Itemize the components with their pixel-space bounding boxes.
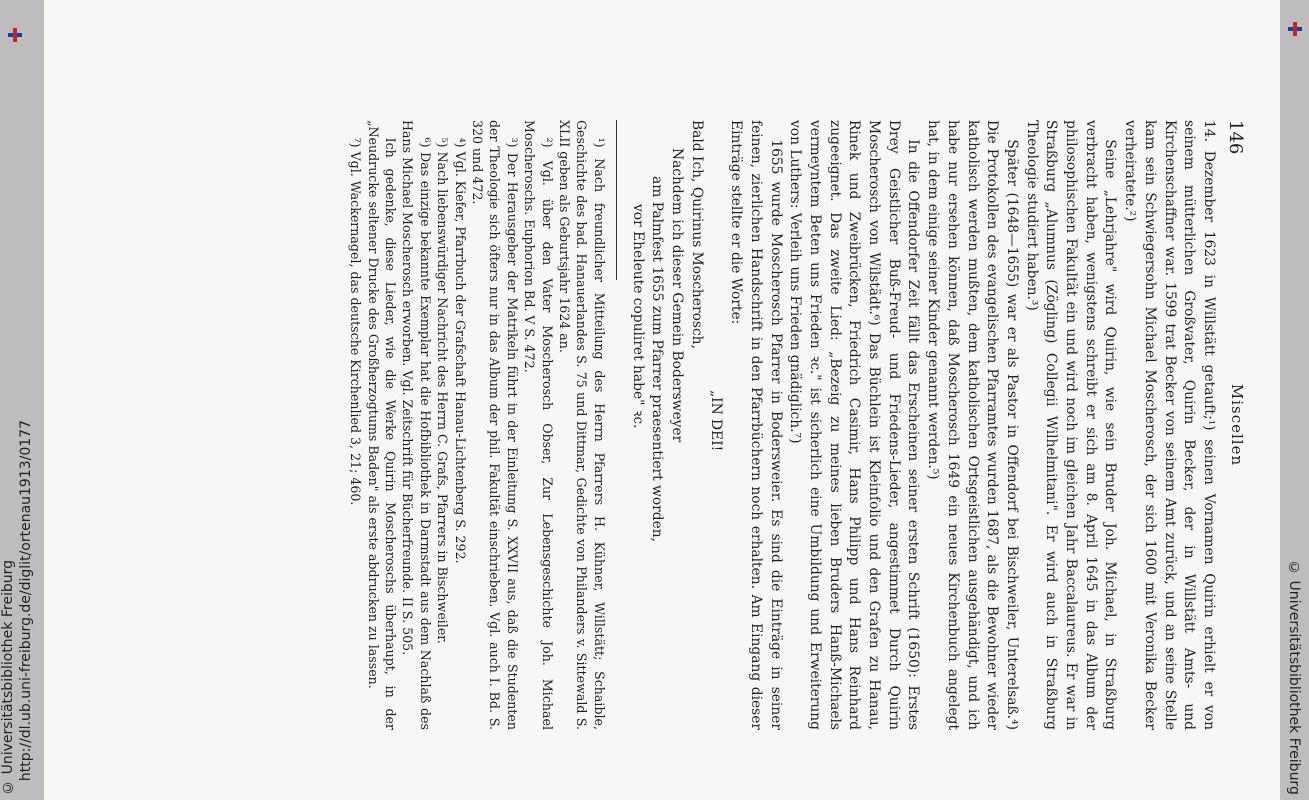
footnote: ⁶) Das einzige bekannte Exemplar hat die Hofbibliothek in Darmstadt aus dem Nachlaß des Hans Michael Moscherosch erworben. Vgl. Zeitschrift für Bücherfreunde. II S. 505. [400,120,433,730]
paragraph: 1655 wurde Moscherosch Pfarrer in Bodersweier. Es sind die Einträge in seiner feinen, zierlichen Handschrift in den Pfarrbüchern noch erhalten. Am Eingang dieser Einträge stellte er die Worte: [728,120,784,730]
scanned-page [44,0,1280,800]
source-url[interactable]: http://dl.ub.uni-freiburg.de/diglit/ortenau1913/0177 [18,420,34,782]
footnote: ¹) Nach freundlicher Mitteilung des Herrn Pfarrers H. Kühner, Willstätt; Schaible, Geschichte des bad. Hanauerlandes S. 75 und Dittmar, Gedichte von Philanders v. Sittewald S. XLII geben als Geburtsjahr 1624 an. [557,120,607,730]
footnote-divider [616,120,617,280]
page-body [347,120,1218,730]
paragraph: Seine „Lehrjahre" wird Quirin, wie sein Bruder Joh. Michael, in Straßburg verbracht haben, wenigstens schreibt er sich am 8. April 1645 in das Album der philosophischen Fakultät ein und wird noch im gleichen Jahr Baccalaureus. Er war in Straßburg „Alumnus (Zögling) Collegii Wilhelmitani". Er wird auch in Straßburg Theologie studiert haben.³) [1023,120,1119,730]
verse-line: „IN DEI! [708,390,725,452]
verse-line: vor Eheleute copuliret habe" ꝛc. [629,204,646,429]
paragraph: Später (1648—1655) war er als Pastor in Offendorf bei Bischweiler, Unterelsaß.⁴) Die Protokollen des evangelischen Pfarramtes wurden 1687, als die Bewohner wieder katholisch werden mußten, dem katholischen Ortsgeistlichen ausgehändigt, und ich habe nur ersehen können, daß Moscherosch 1649 ein neues Kirchenbuch angelegt hat, in dem einige seiner Kinder genannt werden.⁵) [925,120,1020,730]
running-head: Miscellen [1228,383,1246,467]
footnote: Ich gedenke, diese Lieder, wie die Werke Quirin Moscheroschs überhaupt, in der „Neudrucke seltener Drucke des Großherzogtums Baden" als erste abdrucken zu lassen. [365,120,399,730]
copyright-right: © Universitätsbibliothek Freiburg [1286,560,1302,795]
verse-quote [627,120,726,730]
copyright-left: © Universitätsbibliothek Freiburg [0,560,16,795]
paragraph: In die Offendorfer Zeit fällt das Erscheinen seiner ersten Schrift (1650): Erstes Drey Geistlicher Buß-Freud- und Friedens-Lieder, angestimmet Durch Quirin Moscherosch von Wilstädt.⁶) Das Büchlein ist Kleinfolio und den Grafen zu Hanau, Rinek und Zweibrücken, Friedrich Casimir, Hans Philipp und Hans Reinhard zugeeignet. Das zweite Lied: „Bezeig zu meines lieben Bruders Hanß-Michaels vermeyntem Beten uns Frieden ꝛc." ist sicherlich eine Umbildung und Erweiterung von Luthers: Verleih uns Frieden gnädiglich.⁷) [787,120,922,730]
footnote: ³) Der Herausgeber der Matrikeln führt in der Einleitung S. XXVII aus, daß die Studenten der Theologie sich öfters nur in das Album der phil. Fakultät einschrieben. Vgl. auch I. Bd. S. 320 und 472. [470,120,520,730]
verse-line: Nachdem ich dieser Gemein Bodersweyer [669,148,686,443]
page-number: 146 [1225,120,1246,155]
right-margin [1280,0,1309,800]
paragraph: 14. Dezember 1623 in Willstätt getauft;¹) seinen Vornamen Quirin erhielt er von seinem mütterlichen Großvater, Quirin Becker, der in Willstätt Amts- und Kirchenschaffner war. 1599 trat Becker von seinem Amt zurück, und an seine Stelle kam sein Schwiegersohn Michael Moscherosch, der sich 1600 mit Veronika Becker verheiratete.²) [1122,120,1217,730]
verse-line: Bald Ich, Quirinus Moscherosch, [688,120,705,349]
library-logo-icon [8,28,22,42]
library-logo-icon [1288,22,1302,36]
footnote: ⁴) Vgl. Kiefer, Pfarrbuch der Grafschaft Hanau-Lichtenberg S. 292. [452,137,468,564]
left-margin [0,0,44,800]
page-content [186,120,1246,730]
footnote: ²) Vgl. über den Vater Moscherosch Obser, Zur Lebensgeschichte Joh. Michael Moscheroschs. Euphorion Bd. V S. 472. [522,120,555,730]
footnote: ⁷) Vgl. Wackernagel, das deutsche Kirchenlied 3, 21; 460. [348,137,364,506]
verse-line: am Palmfest 1655 zum Pfarrer praesentiert worden, [649,176,666,543]
footnote: ⁵) Nach liebenswürdiger Nachricht des Herrn C. Grafs, Pfarrers in Bischweiler. [435,137,451,644]
